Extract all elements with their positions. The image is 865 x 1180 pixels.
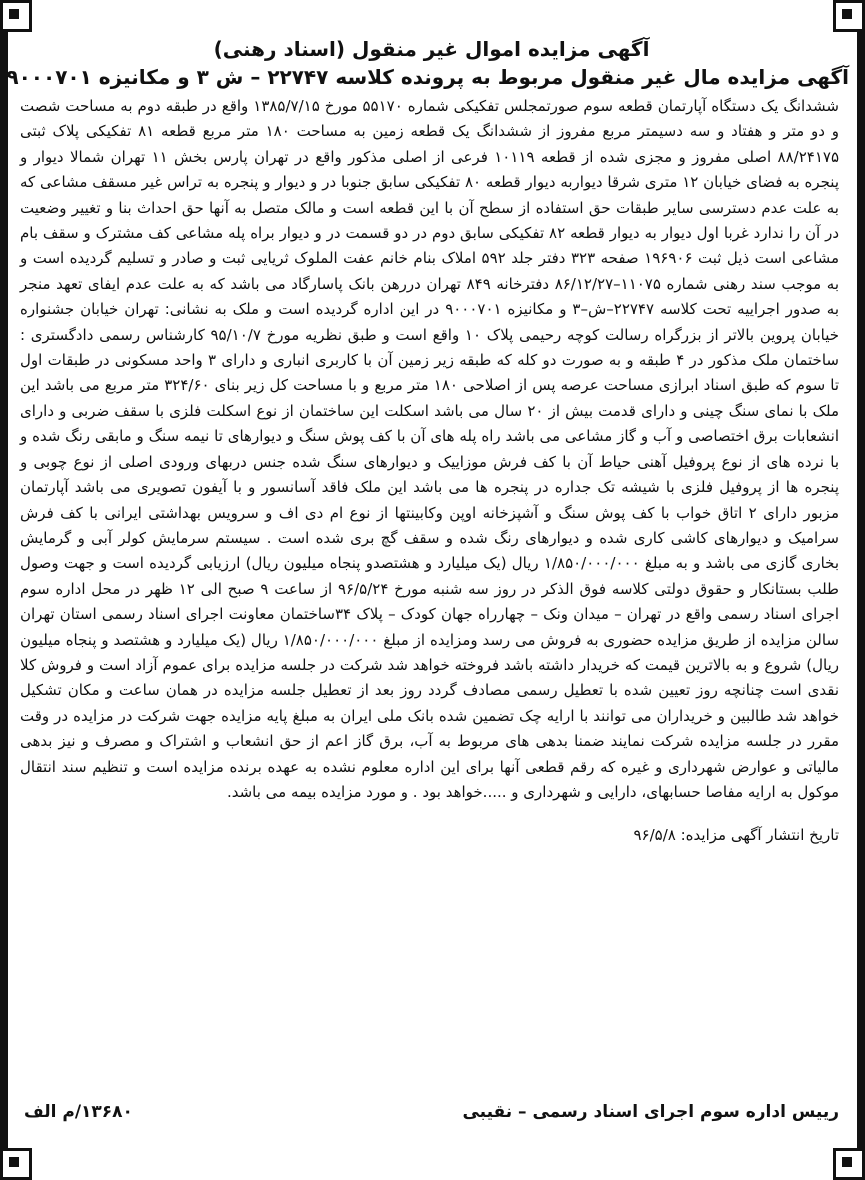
notice-footer: [14, 1102, 849, 1122]
left-border: [0, 28, 8, 1176]
notice-body: ششدانگ یک دستگاه آپارتمان قطعه سوم صورتمجلس تفکیکی شماره ۵۵۱۷۰ مورخ ۱۳۸۵/۷/۱۵ واقع در طبقه دوم به مساحت شصت و دو متر و هفتاد و سه دسیمتر مربع مفروز از ششدانگ یک قطعه زمین به مساحت ۱۸۰ متر مربع قطعه ۸۱ تفکیکی پلاک ثبتی ۸۸/۲۴۱۷۵ اصلی مفروز و مجزی شده از قطعه ۱۰۱۱۹ فرعی از اصلی مذکور واقع در تهران پارس بخش ۱۱ تهران شمالا دیوار و پنجره به فضای خیابان ۱۲ متری شرقا دیواربه دیوار قطعه ۸۰ تفکیکی سابق جنوبا در و دیوار و پنجره به تراس غیر مسقف مشاعی که به علت عدم دسترسی سایر طبقات حق استفاده از سطح آن با این قطعه است و مالک متصل به آنها حق احداث بنا و تغییر وضعیت در آن را ندارد غربا اول دیوار به دیوار قطعه ۸۲ تفکیکی سابق دوم در دو قسمت در و دیوار براه پله مشاعی کف مشترک و سقف بام مشاعی است ذیل ثبت ۱۹۶۹۰۶ صفحه ۳۲۳ دفتر جلد ۵۹۲ املاک بنام خانم عفت الملوک ثریایی ثبت و صادر و تسلیم گردیده است و به موجب سند رهنی شماره ۱۱۰۷۵–۸۶/۱۲/۲۷ دفترخانه ۸۴۹ تهران دررهن بانک پاسارگاد می باشد که به علت عدم ایفای تعهد منجر به صدور اجراییه تحت کلاسه ۲۲۷۴۷–ش–۳ و مکانیزه ۹۰۰۰۷۰۱ در این اداره گردیده است و ملک به نشانی: تهران خیابان جشنواره خیابان پروین بالاتر از بزرگراه رسالت کوچه رحیمی پلاک ۱۰ واقع است و طبق نظریه مورخ ۹۵/۱۰/۷ کارشناس رسمی دادگستری : ساختمان ملک مذکور در ۴ طبقه و به صورت دو کله که طبقه زیر زمین آن با کاربری انباری و دارای ۳ واحد مسکونی در طبقات اول تا سوم که طبق اسناد ابرازی مساحت عرصه پس از اصلاحی ۱۸۰ متر مربع و با مساحت کل زیر بنای ۳۲۴/۶۰ متر مربع می باشد این ملک با نمای سنگ چینی و دارای قدمت بیش از ۲۰ سال می باشد اسکلت این ساختمان از نوع اسکلت فلزی با سقف ضربی و دارای انشعابات برق اختصاصی و آب و گاز مشاعی می باشد راه پله های آن با کف پوش سنگ و دیوارهای تا نیمه سنگ و مابقی رنگ شده و با نرده های از نوع پروفیل آهنی حیاط آن با کف فرش موزاییک و دیوارهای سنگ شده جنس دربهای ورودی اصلی از نوع چوبی و پنجره ها از پروفیل فلزی با شیشه تک جداره در پنجره ها می باشد این ملک فاقد آسانسور و با آیفون تصویری می باشد آپارتمان مزبور دارای ۲ اتاق خواب با کف پوش سنگ و آشپزخانه اوپن وکابینتها از نوع ام دی اف و سرویس بهداشتی ایرانی با کف فرش سرامیک و دیوارهای کاشی کاری شده و دیوارهای رنگ شده و سقف گچ بری شده است . سیستم سرمایش کولر آبی و گرمایش بخاری گازی می باشد و به مبلغ ۱/۸۵۰/۰۰۰/۰۰۰ ریال (یک میلیارد و هشتصدو پنجاه میلیون ریال) ارزیابی گردیده است و جهت وصول طلب بستانکار و حقوق دولتی کلاسه فوق الذکر در روز سه شنبه مورخ ۹۶/۵/۲۴ از ساعت ۹ صبح الی ۱۲ ظهر در محل اداره سوم اجرای اسناد رسمی واقع در تهران – میدان ونک – چهارراه جهان کودک – پلاک ۳۴ساختمان معاونت اجرای اسناد رسمی استان تهران سالن مزایده از طریق مزایده حضوری به فروش می رسد ومزایده از مبلغ ۱/۸۵۰/۰۰۰/۰۰۰ ریال (یک میلیارد و هشتصد و پنجاه میلیون ریال) شروع و به بالاترین قیمت که خریدار داشته باشد فروخته خواهد شد شرکت در جلسه مزایده برای عموم آزاد است و فروش کلا نقدی است چنانچه روز تعیین شده با تعطیل رسمی مصادف گردد روز بعد از تعطیل جلسه مزایده در همان ساعت و مکان تشکیل خواهد شد طالبین و خریداران می توانند با ارایه چک تضمین شده بانک ملی ایران به مبلغ پایه مزایده جهت شرکت در مزایده در وقت مقرر در جلسه مزایده شرکت نمایند ضمنا بدهی های مربوط به آب، برق گاز اعم از حق انشعاب و اشتراک و مصرف و نیز بدهی مالیاتی و عوارض شهرداری و غیره که رقم قطعی آنها برای این اداره معلوم نشده به عهده برنده مزایده است و تنظیم سند انتقال موکول به ارایه مفاصا حسابهای، دارایی و شهرداری و .....خواهد بود . و مورد مزایده بیمه می باشد.: [20, 97, 840, 801]
notice-subtitle: آگهی مزایده مال غیر منقول مربوط به پرونده کلاسه ۲۲۷۴۷ – ش ۳ و مکانیزه ۹۰۰۰۷۰۱: [6, 65, 849, 89]
publish-date: تاریخ انتشار آگهی مزایده: ۹۶/۵/۸: [633, 826, 839, 845]
signature: رییس اداره سوم اجرای اسناد رسمی – نقیبی: [462, 1102, 839, 1122]
auction-notice: [6, 28, 849, 1148]
corner-ornament: [0, 1148, 32, 1180]
reference-code: ۱۳۶۸۰/م الف: [24, 1102, 133, 1122]
notice-title: آگهی مزایده اموال غیر منقول (اسناد رهنی): [213, 37, 650, 61]
corner-ornament: [833, 1148, 865, 1180]
right-border: [857, 28, 865, 1176]
